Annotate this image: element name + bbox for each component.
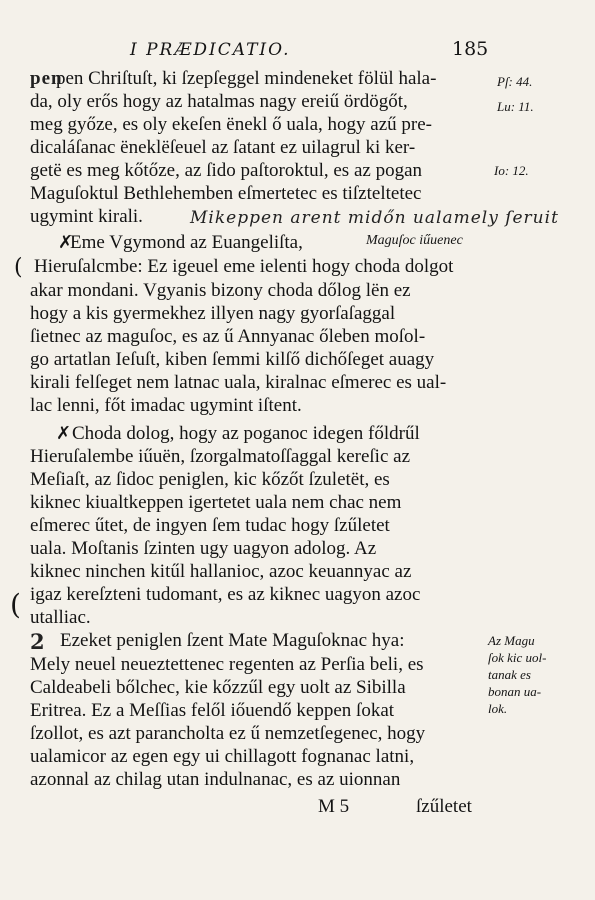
text-line: getë es meg kőtőze, az ſido paſtoroktul, es az pogan — [30, 160, 423, 181]
text-line: Maguſoktul Bethlehemben eſmertetec es tiſzteltetec — [30, 183, 422, 204]
text-line: uala. Moſtanis ſzinten ugy uagyon adolog. Az — [30, 538, 377, 559]
text-line: Ezeket peniglen ſzent Mate Maguſoknac hya: — [60, 630, 405, 651]
handwritten-pen: pen — [30, 68, 63, 89]
text-line: Eritrea. Ez a Meſſias felől iőuendő keppen ſokat — [30, 700, 395, 721]
text-line: kiknec ninchen kitűl hallanioc, azoc keuannyac az — [30, 561, 412, 582]
margin-note-line: ſok kic uol- — [488, 650, 547, 665]
text-line: pen Chriſtuſt, ki ſzepſeggel mindeneket fölül hala- — [56, 68, 437, 89]
check-mark-icon: ✗ — [56, 423, 72, 444]
handwritten-note: Mikeppen arent midőn ualamely ſeruit — [190, 208, 559, 228]
text-line: Choda dolog, hogy az poganoc idegen főldrűl — [72, 423, 420, 444]
text-line: kirali felſeget nem latnac uala, kiralnac eſmerec es ual- — [30, 372, 447, 393]
text-line: kiknec kiualtkeppen igertetet uala nem chac nem — [30, 492, 402, 513]
text-line: meg győze, es oly ekeſen ënekl ő uala, hogy azű pre- — [30, 114, 433, 135]
text-line: dicaláſanac ëneklëſeuel az ſatant ez uilagrul ki ker- — [30, 137, 416, 158]
margin-note-block — [488, 632, 588, 717]
text-line: eſmerec űtet, de ingyen ſem tudac hogy ſzűletet — [30, 515, 390, 536]
text-line: go artatlan Ieſuſt, kiben ſemmi kilſő dichőſeget auagy — [30, 349, 435, 370]
margin-note-line: bonan ua- — [488, 684, 542, 699]
text-line: akar mondani. Vgyanis bizony choda dőlog lën ez — [30, 280, 411, 301]
margin-note-line: lok. — [488, 701, 508, 716]
text-line: igaz kereſzteni tudomant, es az kiknec uagyon azoc — [30, 584, 421, 605]
text-line: Hieruſalembe iűuën, ſzorgalmatoſſaggal kereſic az — [30, 446, 411, 467]
margin-note: Pſ: 44. — [497, 74, 533, 89]
text-line: Mely neuel neueztettenec regenten az Perſia beli, es — [30, 654, 424, 675]
text-line: Meſiaſt, az ſidoc peniglen, kic kőzőt ſzuletët, es — [30, 469, 390, 490]
text-line: hogy a kis gyermekhez illyen nagy gyorſaſaggal — [30, 303, 396, 324]
margin-note-line: tanak es — [488, 667, 531, 682]
text-line: utalliac. — [30, 607, 91, 628]
margin-note: Maguſoc iűuenec — [366, 233, 463, 248]
text-line: Caldeabeli bőlchec, kie kőzzűl egy uolt az Sibilla — [30, 677, 406, 698]
text-line: Hieruſalcmbe: Ez igeuel eme ielenti hogy choda dolgot — [34, 256, 454, 277]
margin-note-line: Az Magu — [488, 633, 535, 648]
handwritten-number: 2 — [30, 629, 46, 654]
signature-mark: M 5 — [318, 796, 350, 817]
text-line: ualamicor az egen egy ui chillagott fognanac latni, — [30, 746, 415, 767]
running-title: I PRÆDICATIO. — [130, 40, 291, 60]
text-line: azonnal az chilag utan indulnanac, es az uionnan — [30, 769, 401, 790]
bracket-icon: ( — [10, 588, 21, 621]
margin-note: Lu: 11. — [497, 99, 534, 114]
bracket-icon: ( — [14, 255, 23, 280]
page-number: 185 — [452, 38, 489, 60]
check-mark-icon: ✗ — [58, 232, 74, 253]
text-line: ſzollot, es azt parancholta ez ű nemzetſegenec, hogy — [30, 723, 426, 744]
catchword: ſzűletet — [416, 796, 472, 817]
text-line: lac lenni, főt imadac ugymint iſtent. — [30, 395, 302, 416]
text-line: ugymint kirali. — [30, 206, 143, 227]
text-line: da, oly erős hogy az hatalmas nagy ereiű ördögőt, — [30, 91, 408, 112]
text-line: ſietnec az maguſoc, es az ű Annyanac őleben moſol- — [30, 326, 426, 347]
text-line: Eme Vgymond az Euangeliſta, — [70, 232, 303, 253]
margin-note: Io: 12. — [494, 163, 529, 178]
